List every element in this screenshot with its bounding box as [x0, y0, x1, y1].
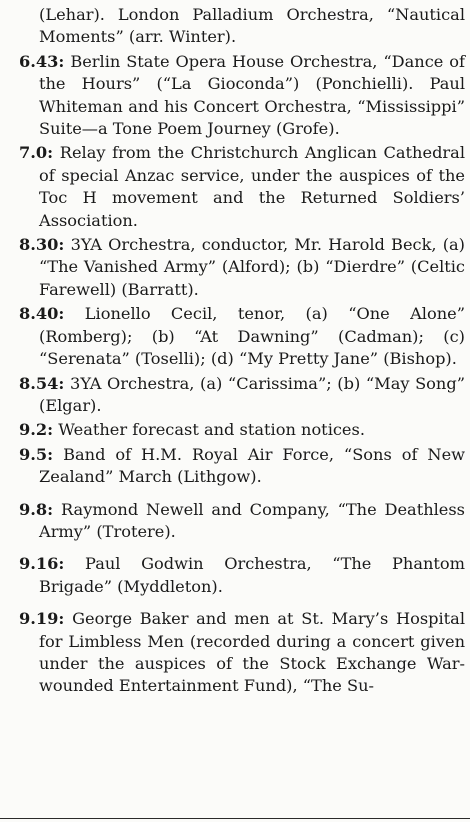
entry-time: 8.54:	[19, 373, 65, 393]
entry-text: 3YA Orchestra, conductor, Mr. Harold Beck, (a) “The Vanished Army” (Alford); (b) “Dierdre” (Celtic Farewell) (Barratt).	[39, 235, 465, 299]
entry-time: 8.40:	[19, 304, 65, 324]
programme-entry	[19, 373, 465, 418]
programme-entry	[19, 142, 465, 232]
programme-entry	[19, 419, 465, 441]
programme-entry	[19, 444, 465, 489]
entry-text: Relay from the Christchurch Anglican Cathedral of special Anzac service, under the auspices of the Toc H movement and the Returned Soldiers’ Association.	[39, 143, 465, 230]
entry-text: 3YA Orchestra, (a) “Carissima”; (b) “May Song” (Elgar).	[39, 373, 465, 415]
entry-time: 9.8:	[19, 499, 54, 519]
entry-time: 8.30:	[19, 235, 65, 255]
entry-time: 6.43:	[19, 51, 65, 71]
programme-entry	[19, 4, 465, 49]
entry-time: 9.16:	[19, 554, 65, 574]
entry-text: (Lehar). London Palladium Orchestra, “Nautical Moments” (arr. Winter).	[39, 5, 465, 47]
entry-text: George Baker and men at St. Mary’s Hospital for Limbless Men (recorded during a concert given under the auspices of the Stock Exchange War-wounded Entertainment Fund), “The Su-	[39, 609, 465, 696]
entry-time: 9.2:	[19, 420, 54, 440]
programme-entry	[19, 234, 465, 301]
programme-entry	[19, 499, 465, 544]
programme-entry	[19, 608, 465, 698]
entry-text: Weather forecast and station notices.	[58, 420, 365, 440]
entry-time: 9.19:	[19, 609, 65, 629]
entry-text: Band of H.M. Royal Air Force, “Sons of New Zealand” March (Lithgow).	[39, 444, 465, 487]
entry-text: Lionello Cecil, tenor, (a) “One Alone” (Romberg); (b) “At Dawning” (Cadman); (c) “Serenata” (Toselli); (d) “My Pretty Jane” (Bishop).	[39, 304, 465, 369]
entry-text: Raymond Newell and Company, “The Deathless Army” (Trotere).	[39, 499, 465, 541]
radio-programme-column	[19, 4, 465, 698]
column-bottom-rule	[0, 818, 470, 819]
entry-time: 7.0:	[19, 143, 54, 163]
entry-text: Berlin State Opera House Orchestra, “Dance of the Hours” (“La Gioconda”) (Ponchielli). Paul Whiteman and his Concert Orchestra, “Mississippi” Suite—a Tone Poem Journey (Grofe).	[39, 51, 465, 139]
programme-entry	[19, 303, 465, 370]
entry-text: Paul Godwin Orchestra, “The Phantom Brigade” (Myddleton).	[39, 554, 465, 596]
programme-entry	[19, 553, 465, 598]
programme-entry	[19, 51, 465, 141]
entry-time: 9.5:	[19, 444, 54, 464]
